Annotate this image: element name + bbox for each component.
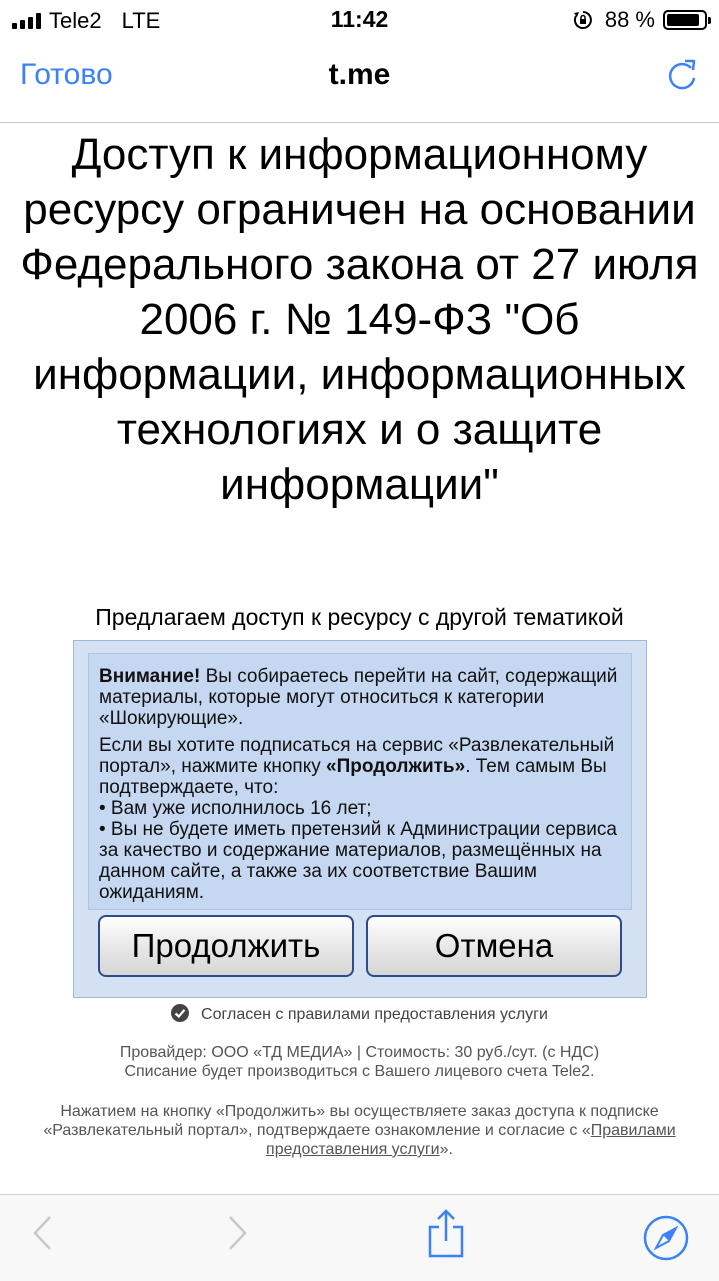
offer-text: Предлагаем доступ к ресурсу с другой тематикой — [95, 604, 624, 630]
back-icon[interactable] — [30, 1213, 54, 1253]
agreement-checkbox-row[interactable] — [0, 1004, 719, 1024]
provider-info — [30, 1043, 689, 1081]
page-title: Доступ к информационному ресурсу ограничен на основании Федерального закона от 27 июля 2006 г. № 149-ФЗ "Об информации, информационных технологиях и о защите информации" — [20, 130, 699, 509]
warning-label: Внимание! — [99, 666, 201, 687]
orientation-lock-icon — [573, 10, 593, 30]
carrier-name: Tele2 — [49, 8, 102, 33]
condition-claims: • Вы не будете иметь претензий к Администрации сервиса за качество и содержание материалов, размещённых на данном сайте, а также за их соответствие Вашим ожиданиям. — [99, 819, 617, 903]
browser-toolbar — [0, 1194, 719, 1281]
continue-button[interactable]: Продолжить — [98, 915, 354, 977]
subscribe-text: Если вы хотите подписаться на сервис «Развлекательный портал», нажмите кнопку — [99, 735, 615, 777]
status-bar — [0, 0, 719, 40]
legal-text: Нажатием на кнопку «Продолжить» вы осуществляете заказ доступа к подписке «Развлекательный портал», подтверждаете ознакомление и согласие с « — [43, 1103, 659, 1139]
billing-note: Списание будет производиться с Вашего лицевого счета Tele2. — [124, 1063, 595, 1080]
status-right — [573, 7, 707, 33]
compass-icon[interactable] — [643, 1215, 689, 1261]
status-time: 11:42 — [330, 6, 389, 32]
warning-text: Вы собираетесь перейти на сайт, содержащий материалы, которые могут относиться к категории «Шокирующие». — [99, 666, 618, 729]
forward-icon[interactable] — [226, 1213, 250, 1253]
legal-notice — [30, 1102, 689, 1159]
subscribe-tail: . Тем самым Вы подтверждаете, что: — [99, 756, 607, 798]
done-button[interactable]: Готово — [20, 58, 113, 91]
reload-icon[interactable] — [665, 56, 699, 94]
condition-age: • Вам уже исполнилось 16 лет; — [99, 798, 372, 819]
battery-percent: 88 % — [604, 7, 655, 32]
subscribe-button-ref: «Продолжить» — [326, 756, 466, 777]
page-url-title: t.me — [328, 58, 391, 91]
provider-cost: Провайдер: ООО «ТД МЕДИА» | Стоимость: 30 руб./сут. (с НДС) — [119, 1044, 600, 1061]
dialog-message — [88, 653, 632, 910]
share-icon[interactable] — [426, 1209, 466, 1259]
warning-paragraph — [99, 666, 621, 729]
browser-nav-bar — [0, 40, 719, 123]
cancel-button[interactable]: Отмена — [366, 915, 622, 977]
legal-tail: ». — [439, 1141, 453, 1158]
agreement-label: Согласен с правилами предоставления услуги — [201, 1006, 548, 1023]
network-type: LTE — [121, 8, 161, 33]
subscription-dialog — [73, 640, 647, 998]
checkmark-icon[interactable] — [171, 1004, 189, 1022]
terms-link[interactable]: Правилами предоставления услуги — [266, 1122, 676, 1158]
subscribe-paragraph — [99, 735, 621, 903]
battery-icon — [663, 10, 707, 30]
